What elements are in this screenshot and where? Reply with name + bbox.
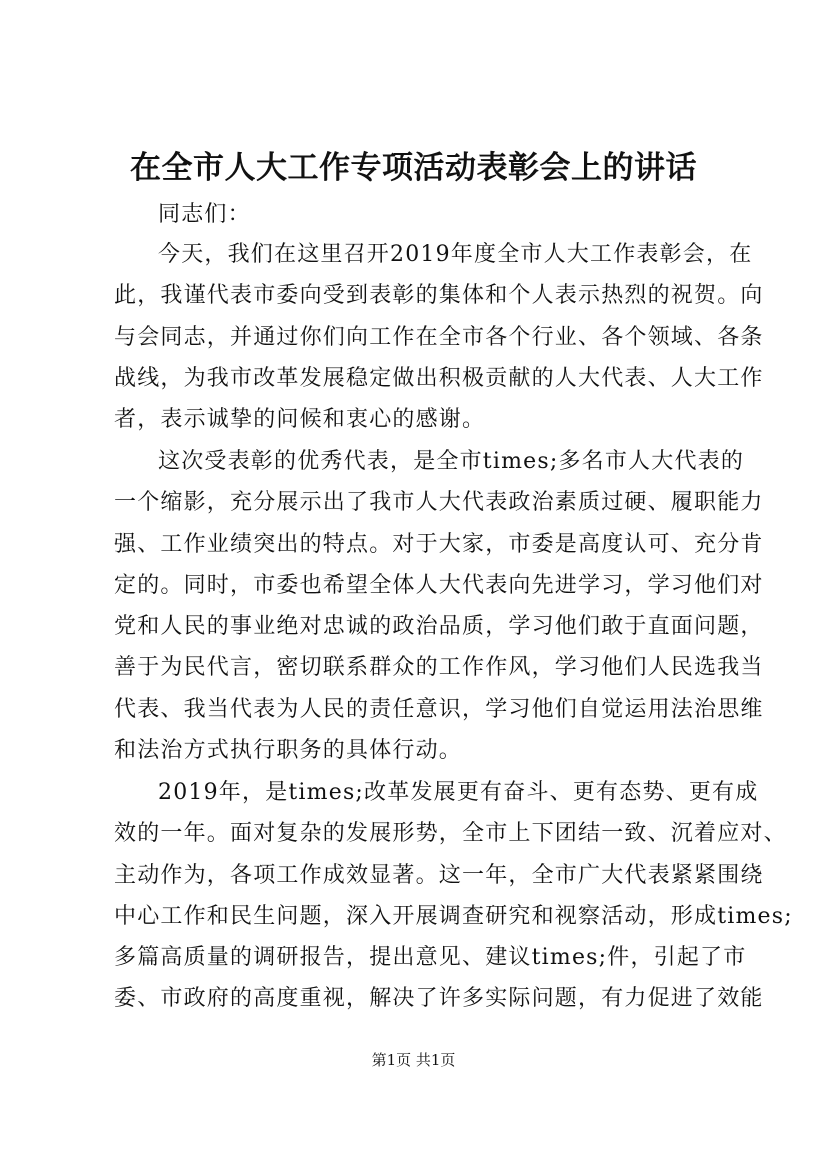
paragraph-line: 定的。同时，市委也希望全体人大代表向先进学习，学习他们对 — [114, 572, 764, 598]
paragraph-3 — [114, 772, 793, 1020]
salutation: 同志们： — [158, 202, 251, 227]
paragraph-line: 委、市政府的高度重视，解决了许多实际问题，有力促进了效能 — [114, 986, 764, 1012]
paragraph-line: 善于为民代言，密切联系群众的工作作风，学习他们人民选我当 — [114, 655, 764, 681]
paragraph-line: 和法治方式执行职务的具体行动。 — [114, 738, 463, 764]
paragraph-line: 者，表示诚挚的问候和衷心的感谢。 — [114, 407, 486, 433]
paragraph-1 — [114, 234, 764, 440]
paragraph-line: 一个缩影，充分展示出了我市人大代表政治素质过硬、履职能力 — [114, 490, 764, 516]
document-title: 在全市人大工作专项活动表彰会上的讲话 — [130, 150, 697, 186]
paragraph-line: 今天，我们在这里召开2019年度全市人大工作表彰会，在 — [158, 242, 753, 267]
paragraph-line: 多篇高质量的调研报告，提出意见、建议times;件，引起了市 — [114, 945, 747, 971]
paragraph-line: 主动作为，各项工作成效显著。这一年，全市广大代表紧紧围绕 — [114, 862, 764, 888]
paragraph-line: 2019年，是times;改革发展更有奋斗、更有态势、更有成 — [158, 780, 759, 805]
paragraph-line: 效的一年。面对复杂的发展形势，全市上下团结一致、沉着应对、 — [114, 821, 787, 847]
paragraph-line: 战线，为我市改革发展稳定做出积极贡献的人大代表、人大工作 — [114, 365, 764, 391]
paragraph-line: 党和人民的事业绝对忠诚的政治品质，学习他们敢于直面问题， — [114, 614, 764, 640]
paragraph-line: 代表、我当代表为人民的责任意识，学习他们自觉运用法治思维 — [114, 696, 764, 722]
paragraph-line: 强、工作业绩突出的特点。对于大家，市委是高度认可、充分肯 — [114, 531, 764, 557]
paragraph-line: 此，我谨代表市委向受到表彰的集体和个人表示热烈的祝贺。向 — [114, 283, 764, 309]
paragraph-2 — [114, 441, 764, 771]
paragraph-line: 与会同志，并通过你们向工作在全市各个行业、各个领域、各条 — [114, 324, 764, 350]
paragraph-line: 这次受表彰的优秀代表，是全市times;多名市人大代表的 — [158, 449, 745, 474]
paragraph-line: 中心工作和民生问题，深入开展调查研究和视察活动，形成times; — [114, 903, 793, 929]
page-footer: 第1页 共1页 — [371, 1051, 456, 1069]
